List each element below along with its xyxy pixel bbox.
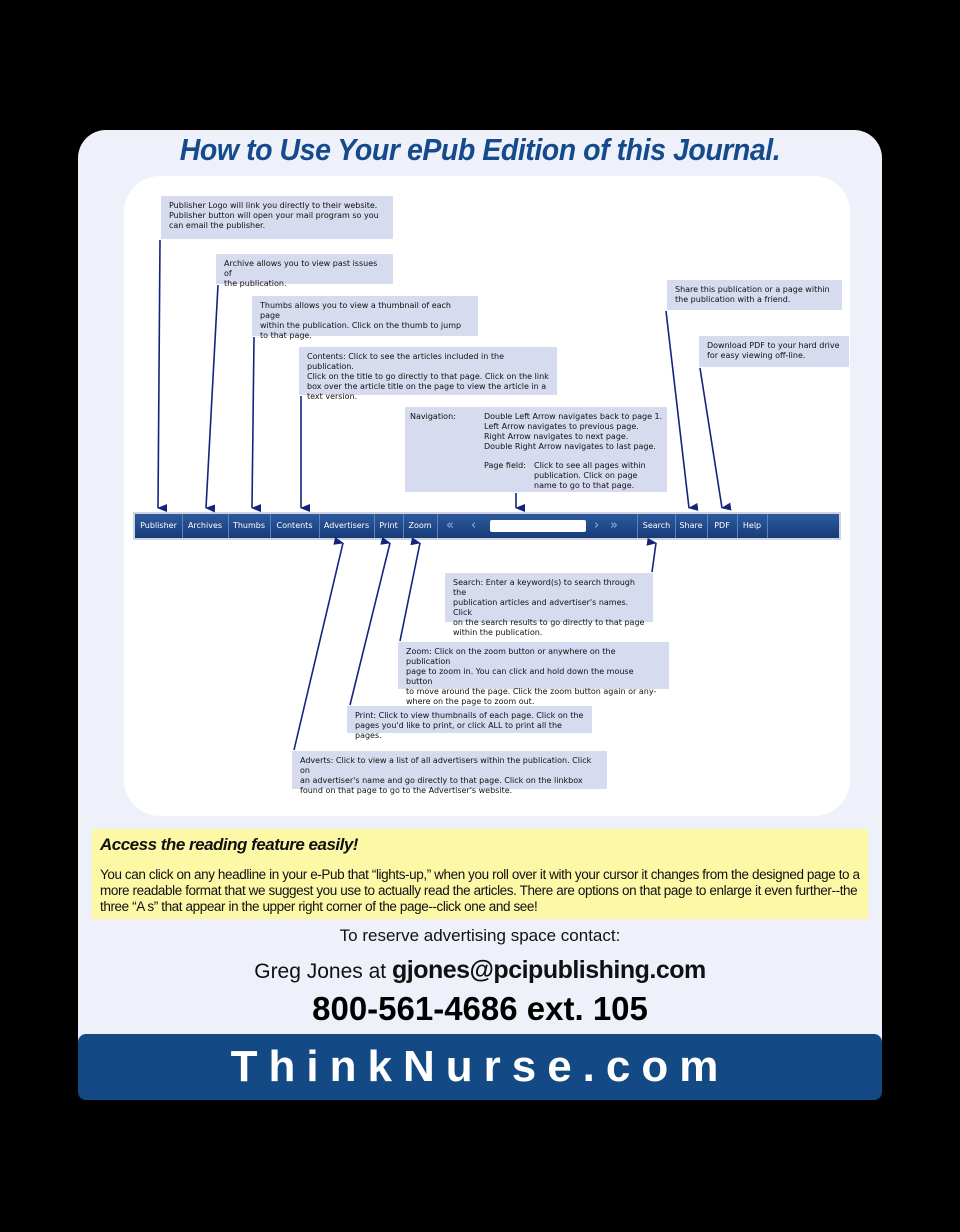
last-page-icon[interactable]: » bbox=[610, 518, 618, 533]
pagefield-text: Click to see all pages within publication. Click on page name to go to that page. bbox=[534, 461, 646, 490]
callout-search: Search: Enter a keyword(s) to search through the publication articles and advertiser's names. Click on the search results to go directly to that page within the publication. bbox=[445, 573, 653, 622]
advertisers-button[interactable]: Advertisers bbox=[319, 514, 375, 538]
previous-page-icon[interactable]: ‹ bbox=[471, 518, 477, 533]
first-page-icon[interactable]: « bbox=[446, 518, 454, 533]
callout-print: Print: Click to view thumbnails of each page. Click on the pages you'd like to print, or click ALL to print all the pages. bbox=[347, 706, 592, 733]
callout-publisher: Publisher Logo will link you directly to their website. Publisher button will open your mail program so you can email the publisher. bbox=[161, 196, 393, 239]
contact-line bbox=[0, 956, 960, 985]
reading-feature-box bbox=[92, 829, 868, 919]
callout-navigation bbox=[405, 407, 667, 492]
reading-feature-heading: Access the reading feature easily! bbox=[100, 835, 358, 854]
pdf-button[interactable]: PDF bbox=[707, 514, 738, 538]
print-button[interactable]: Print bbox=[374, 514, 404, 538]
footer-banner bbox=[78, 1034, 882, 1100]
next-page-icon[interactable]: › bbox=[594, 518, 600, 533]
reading-feature-text: You can click on any headline in your e-Pub that “lights-up,” when you roll over it with your cursor it changes from the designed page to a more readable format that we suggest you use to actually read the articles. There are options on that page to enlarge it even further--the three “A s” that appear in the upper right corner of the page--click one and see! bbox=[100, 867, 860, 914]
contents-button[interactable]: Contents bbox=[270, 514, 320, 538]
callout-contents: Contents: Click to see the articles included in the publication. Click on the title to go directly to that page. Click on the link box over the article title on the page to view the article in a text version. bbox=[299, 347, 557, 395]
footer-site-name[interactable]: ThinkNurse.com bbox=[230, 1042, 730, 1091]
search-button[interactable]: Search bbox=[637, 514, 676, 538]
pagefield-label: Page field: bbox=[484, 461, 526, 470]
contact-name: Greg Jones at bbox=[254, 960, 392, 983]
page-field-input[interactable] bbox=[490, 520, 586, 532]
thumbs-button[interactable]: Thumbs bbox=[228, 514, 271, 538]
archives-button[interactable]: Archives bbox=[182, 514, 229, 538]
publisher-button[interactable]: Publisher bbox=[135, 514, 183, 538]
navigation-label: Navigation: bbox=[410, 412, 456, 421]
epub-toolbar bbox=[133, 512, 841, 540]
contact-email[interactable]: gjones@pcipublishing.com bbox=[391, 956, 706, 984]
callout-zoom: Zoom: Click on the zoom button or anywhere on the publication page to zoom in. You can click and hold down the mouse button to move around the page. Click the zoom button again or any- where on the page to zoom out. bbox=[398, 642, 669, 689]
callout-archive: Archive allows you to view past issues of the publication. bbox=[216, 254, 393, 284]
share-button[interactable]: Share bbox=[675, 514, 708, 538]
toolbar-bar bbox=[135, 514, 839, 538]
callout-pdf: Download PDF to your hard drive for easy viewing off-line. bbox=[699, 336, 849, 367]
contact-phone: 800-561-4686 ext. 105 bbox=[312, 990, 648, 1027]
callout-share: Share this publication or a page within the publication with a friend. bbox=[667, 280, 842, 310]
callout-thumbs: Thumbs allows you to view a thumbnail of each page within the publication. Click on the thumb to jump to that page. bbox=[252, 296, 478, 336]
zoom-button[interactable]: Zoom bbox=[403, 514, 438, 538]
page-title: How to Use Your ePub Edition of this Journal. bbox=[179, 132, 781, 167]
help-button[interactable]: Help bbox=[737, 514, 768, 538]
navigation-text: Double Left Arrow navigates back to page 1. Left Arrow navigates to previous page. Right Arrow navigates to next page. Double Right Arrow navigates to last page. bbox=[484, 412, 663, 451]
callout-adverts: Adverts: Click to view a list of all advertisers within the publication. Click on an advertiser's name and go directly to that page. Click on the linkbox found on that page to go to the Advertiser's website. bbox=[292, 751, 607, 789]
reserve-text: To reserve advertising space contact: bbox=[339, 926, 621, 945]
